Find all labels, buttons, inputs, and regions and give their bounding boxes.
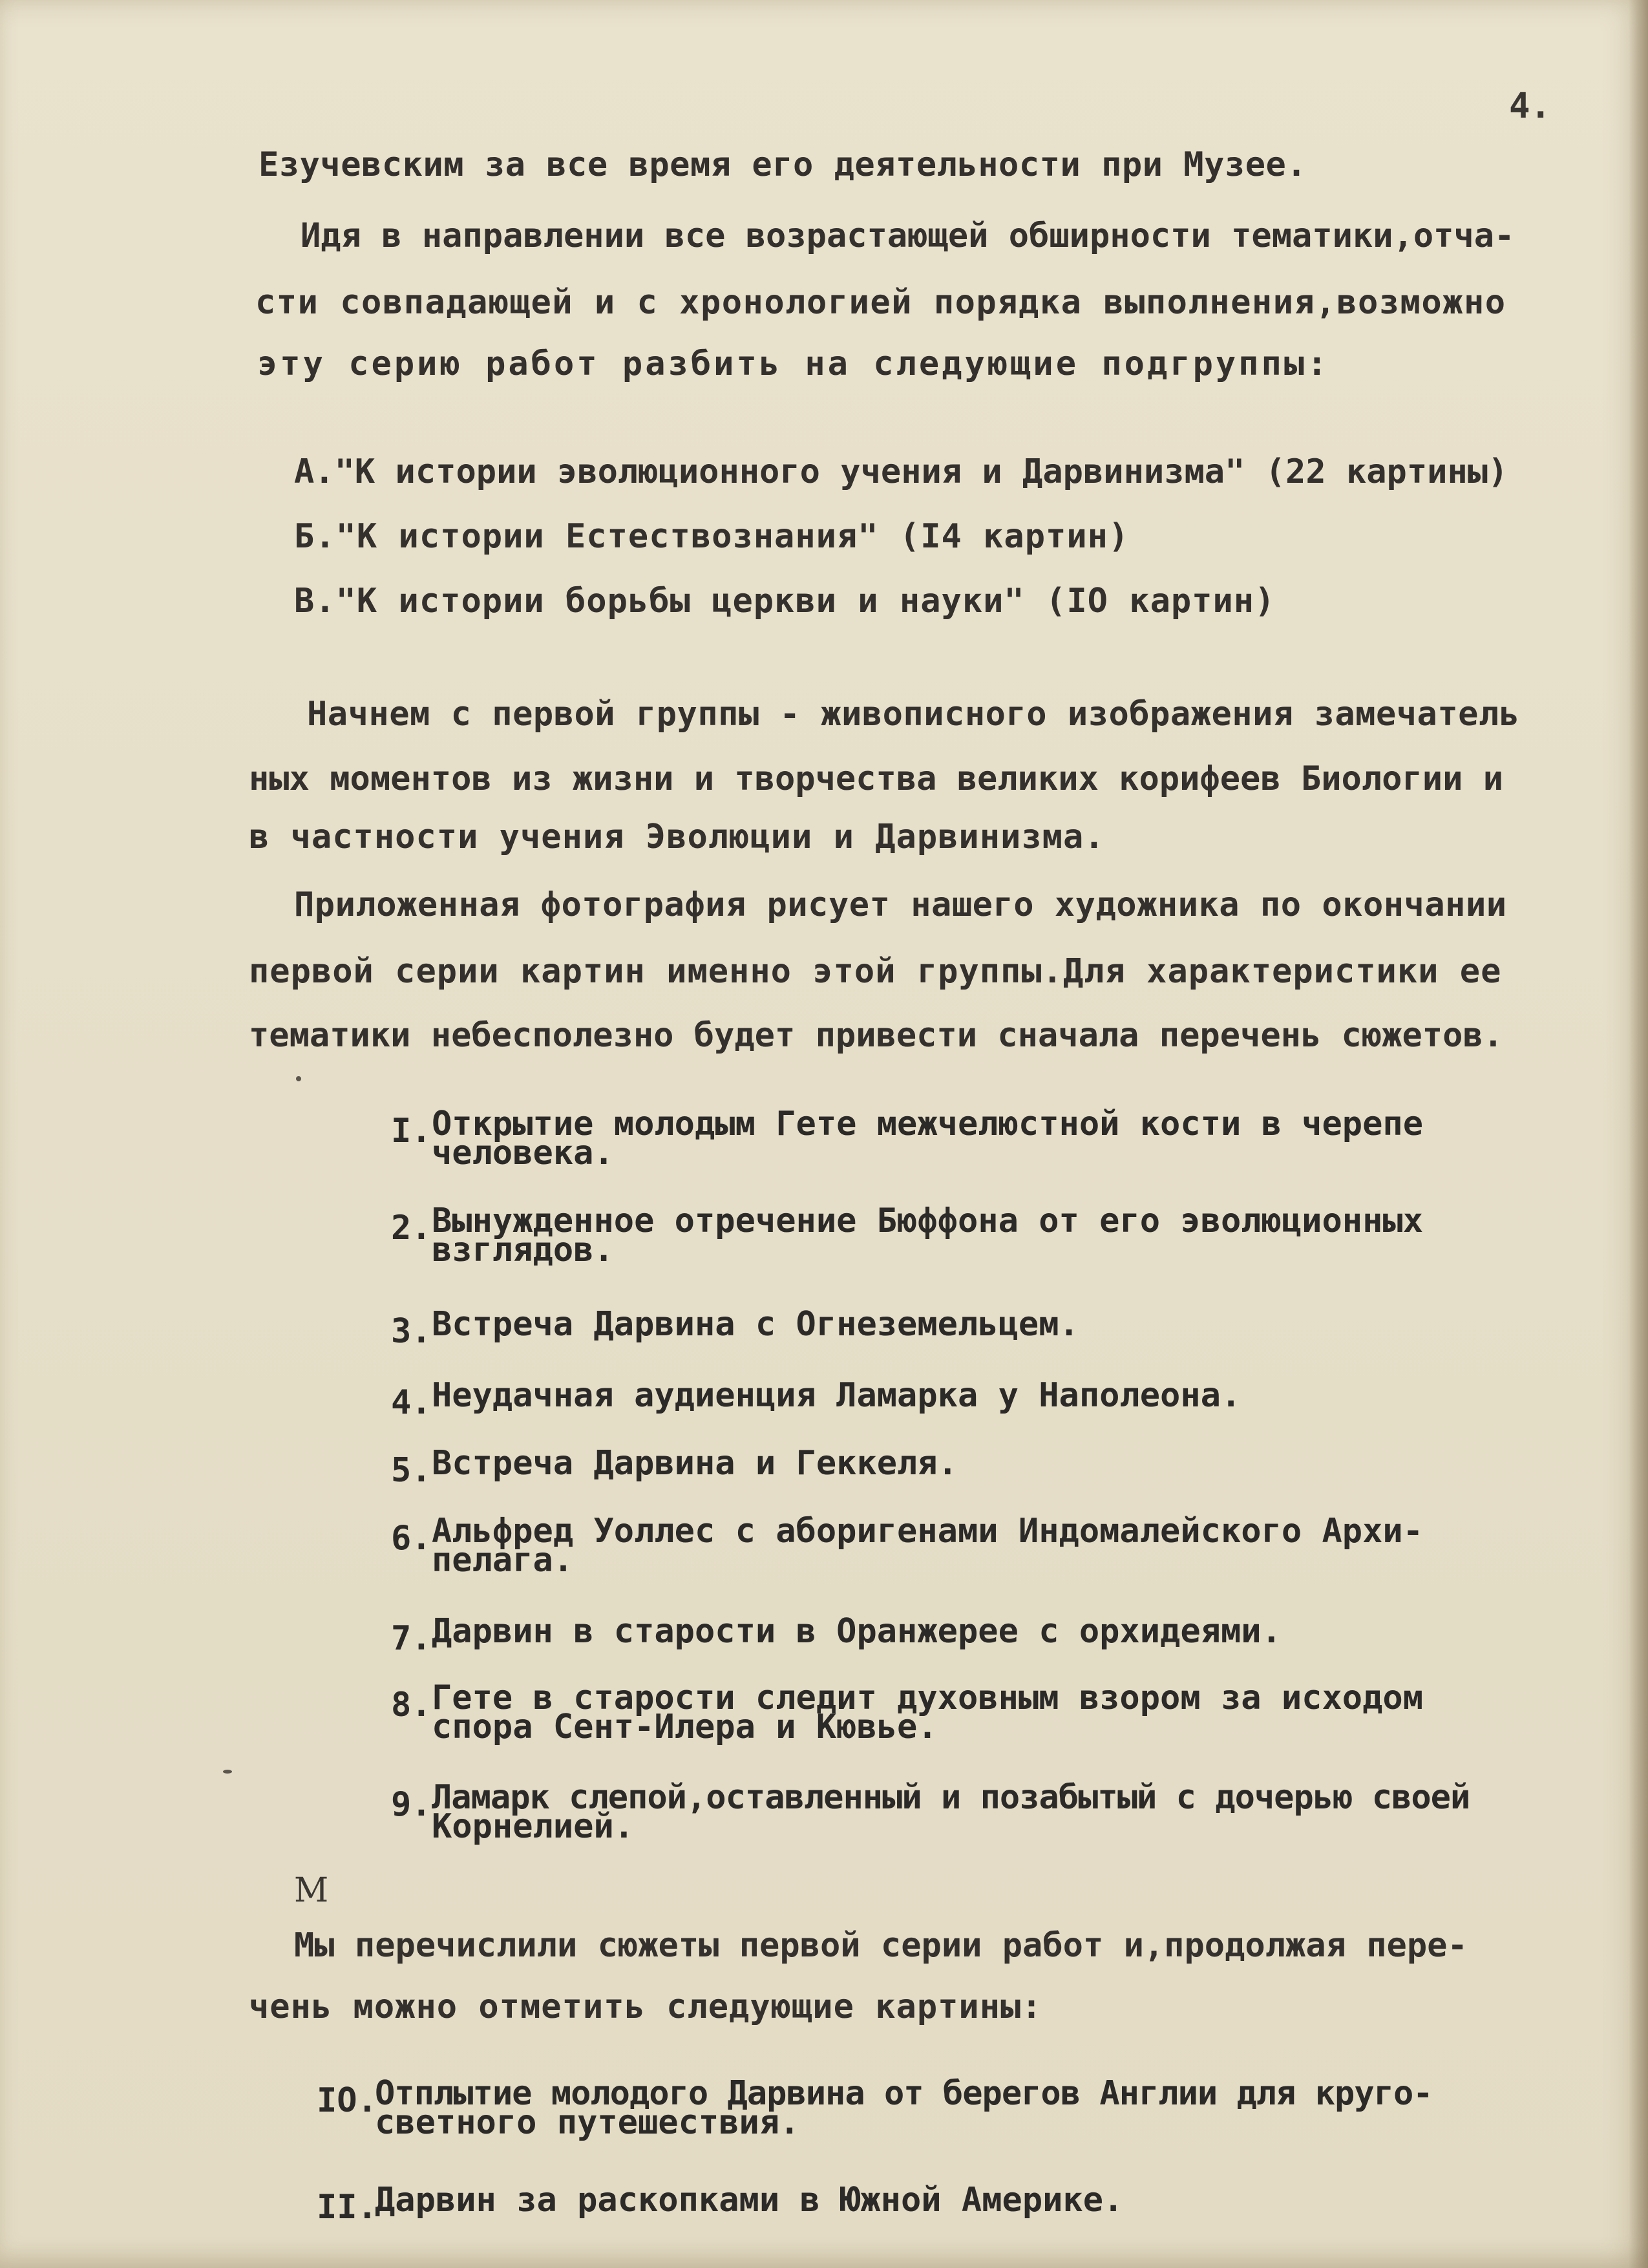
list-item-number: 9. — [391, 1785, 432, 1824]
list-item-line: Встреча Дарвина с Огнеземельцем. — [432, 1305, 1079, 1344]
list-item-line: Неудачная аудиенция Ламарка у Наполеона. — [432, 1376, 1241, 1415]
list-item-line: Корнелией. — [432, 1807, 635, 1846]
handwritten-mark: М — [294, 1871, 329, 1910]
body-line: чень можно отметить следующие картины: — [249, 1987, 1042, 2026]
list-item-line: светного путешествия. — [375, 2103, 800, 2142]
list-item-line: человека. — [432, 1134, 614, 1172]
list-item-number: 4. — [391, 1383, 432, 1422]
subgroup-item: Б."К истории Естествознания" (I4 картин) — [294, 517, 1130, 556]
subgroup-item: В."К истории борьбы церкви и науки" (IO картин) — [294, 582, 1276, 620]
body-line: первой серии картин именно этой группы.Для характеристики ее — [249, 952, 1502, 991]
list-item-line: Ламарк слепой,оставленный и позабытый с дочерью своей — [432, 1778, 1470, 1817]
list-item-line: взглядов. — [432, 1231, 614, 1269]
body-line: Приложенная фотография рисует нашего художника по окончании — [294, 885, 1507, 924]
intro-line: Езучевским за все время его деятельности при Музее. — [259, 145, 1307, 184]
list-item-line: Альфред Уоллес с аборигенами Индомалейского Архи- — [432, 1512, 1424, 1551]
subgroup-item: А."К истории эволюционного учения и Дарвинизма" (22 картины) — [294, 452, 1508, 491]
list-item-line: Дарвин в старости в Оранжерее с орхидеями. — [432, 1612, 1282, 1651]
body-line: Начнем с первой группы - живописного изображения замечатель — [307, 695, 1520, 734]
ink-speck — [223, 1770, 232, 1774]
intro-line: Идя в направлении все возрастающей обширности тематики,отча- — [301, 217, 1515, 255]
ink-speck — [296, 1076, 301, 1081]
list-item-number: 5. — [391, 1451, 432, 1490]
body-line: в частности учения Эволюции и Дарвинизма. — [249, 818, 1105, 856]
list-item-line: Открытие молодым Гете межчелюстной кости в черепе — [432, 1105, 1424, 1143]
list-item-line: Гете в старости следит духовным взором за исходом — [432, 1679, 1424, 1717]
list-item-number: IO. — [317, 2081, 377, 2120]
list-item-line: Встреча Дарвина и Геккеля. — [432, 1444, 958, 1483]
list-item-number: 2. — [391, 1209, 432, 1247]
body-line: тематики небесполезно будет привести сначала перечень сюжетов. — [249, 1016, 1504, 1055]
list-item-line: спора Сент-Илера и Кювье. — [432, 1708, 938, 1746]
list-item-number: 6. — [391, 1519, 432, 1558]
list-item-line: Вынужденное отречение Бюффона от его эволюционных — [432, 1202, 1424, 1240]
body-line: Мы перечислили сюжеты первой серии работ и,продолжая пере- — [294, 1926, 1468, 1965]
body-line: ных моментов из жизни и творчества великих корифеев Биологии и — [249, 759, 1504, 798]
intro-line: сти совпадающей и с хронологией порядка выполнения,возможно — [255, 283, 1506, 322]
page-number: 4. — [1509, 85, 1552, 126]
list-item-line: Отплытие молодого Дарвина от берегов Англии для круго- — [375, 2074, 1433, 2113]
list-item-line: пелага. — [432, 1541, 574, 1580]
list-item-number: 8. — [391, 1686, 432, 1724]
list-item-number: 7. — [391, 1619, 432, 1658]
page-edge-shadow — [1629, 0, 1648, 2268]
list-item-line: Дарвин за раскопками в Южной Америке. — [375, 2181, 1124, 2220]
list-item-number: I. — [391, 1112, 432, 1150]
list-item-number: II. — [317, 2188, 377, 2227]
list-item-number: 3. — [391, 1312, 432, 1351]
intro-line: эту серию работ разбить на следующие подгруппы: — [257, 344, 1330, 383]
